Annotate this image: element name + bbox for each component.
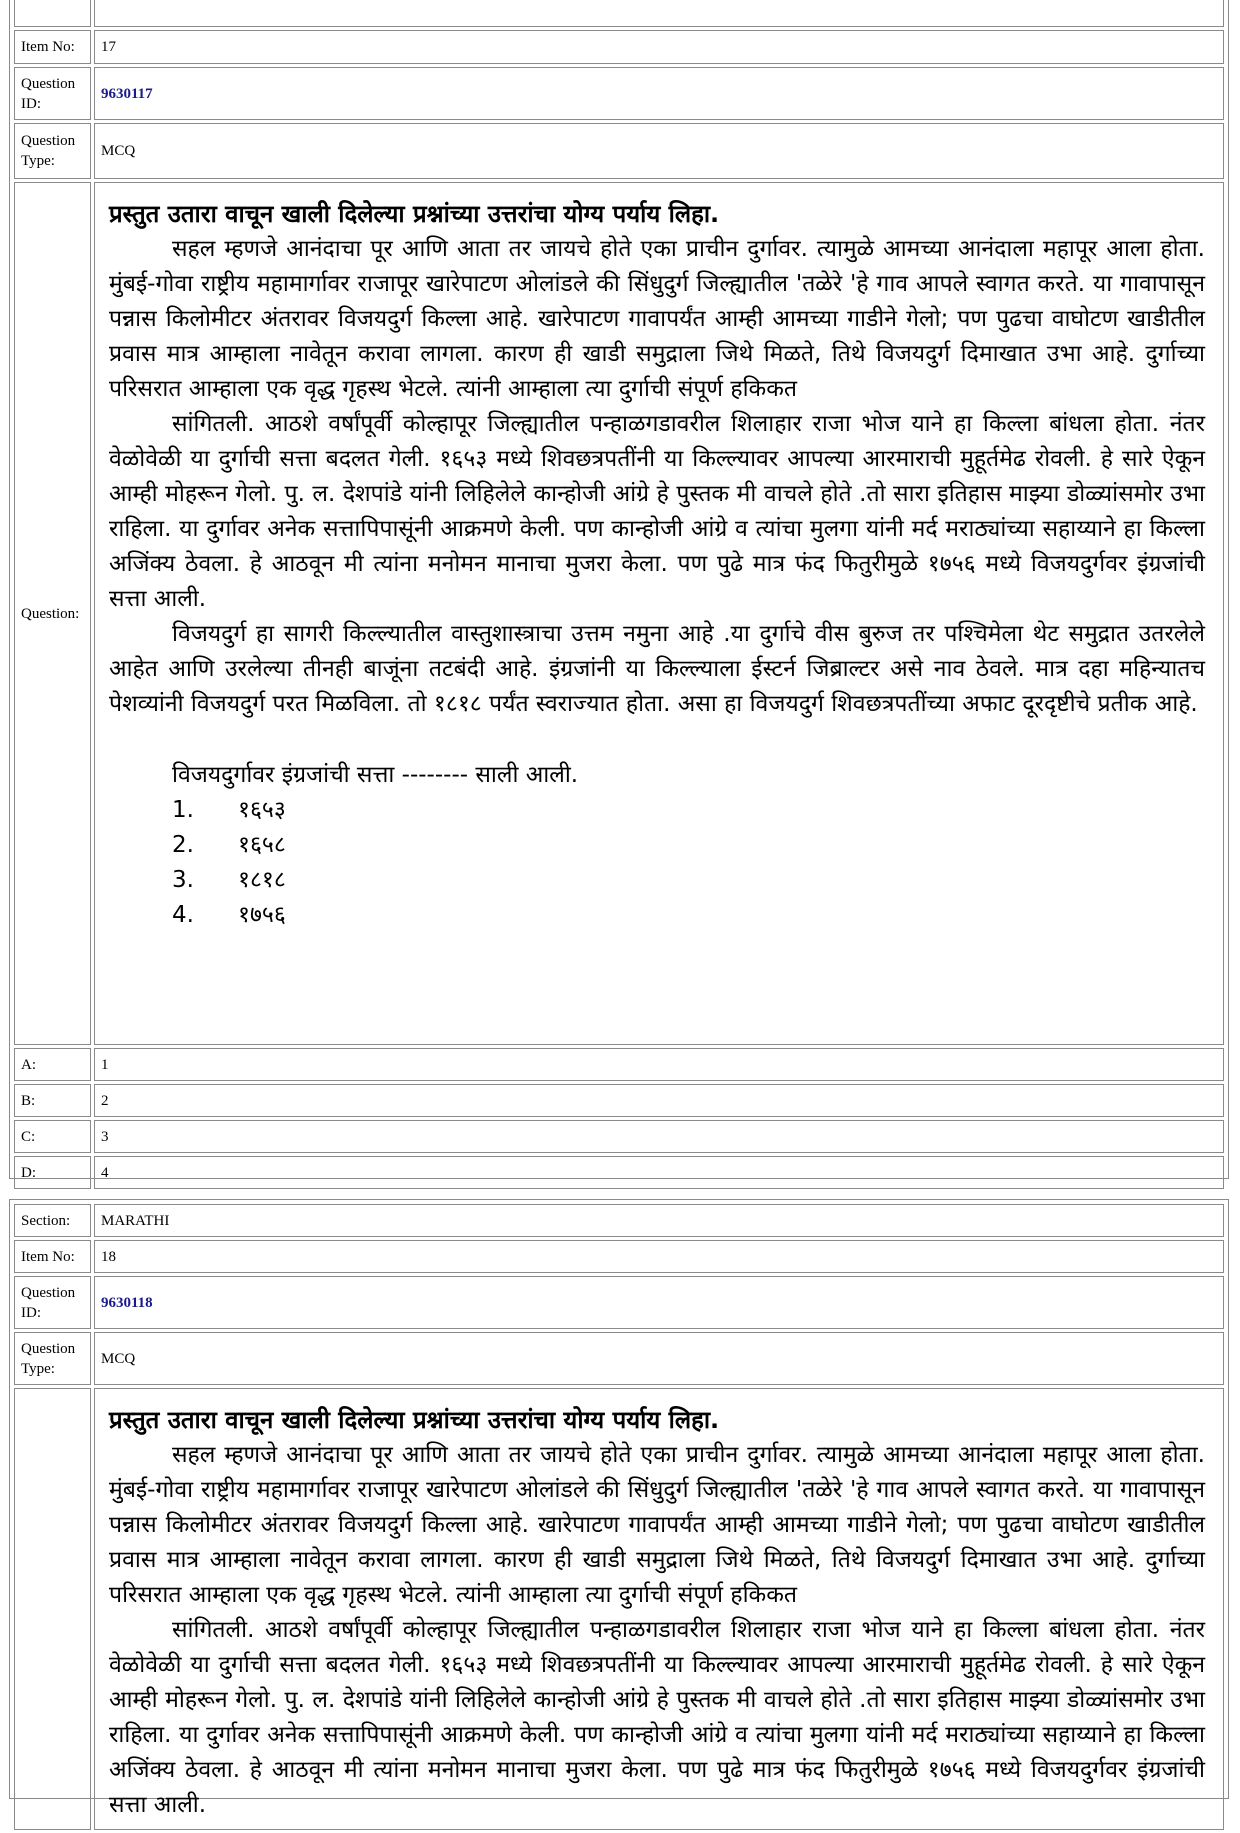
question-id-value: 9630117 — [94, 67, 1224, 120]
question-content — [94, 182, 1224, 1045]
question-label: Question: — [14, 182, 91, 1045]
item-no-value: 17 — [94, 30, 1224, 64]
question-label — [14, 1388, 91, 1830]
question-id-label: Question ID: — [14, 67, 91, 120]
question-type-value: MCQ — [94, 123, 1224, 179]
option-number: 3. — [172, 867, 194, 893]
question-block-17 — [9, 0, 1229, 1179]
item-no-label: Item No: — [14, 30, 91, 64]
passage-paragraph-2: सांगितली. आठशे वर्षांपूर्वी कोल्हापूर जिल्ह्यातील पन्हाळगडावरील शिलाहार राजा भोज याने हा किल्ला बांधला होता. नंतर वेळोवेळी या दुर्गाची सत्ता बदलत गेली. १६५३ मध्ये शिवछत्रपतींनी या किल्ल्यावर आपल्या आरमाराची मुहूर्तमेढ रोवली. हे सारे ऐकून आम्ही मोहरून गेलो. पु. ल. देशपांडे यांनी लिहिलेले कान्होजी आंग्रे हे पुस्तक मी वाचले होते .तो सारा इतिहास माझ्या डोळ्यांसमोर उभा राहिला. या दुर्गावर अनेक सत्तापिपासूंनी आक्रमणे केली. पण कान्होजी आंग्रे व त्यांचा मुलगा यांनी मर्द मराठ्यांच्या सहाय्याने हा किल्ला अजिंक्य ठेवला. हे आठवून मी त्यांना मनोमन मानाचा मुजरा केला. पण पुढे मात्र फंद फितुरीमुळे १७५६ मध्ये विजयदुर्गवर इंग्रजांची सत्ता आली. — [109, 411, 1205, 612]
question-table-17 — [11, 0, 1227, 1192]
question-type-label: Question Type: — [14, 1332, 91, 1385]
instruction-text: प्रस्तुत उतारा वाचून खाली दिलेल्या प्रश्नांच्या उत्तरांचा योग्य पर्याय लिहा. — [109, 200, 720, 228]
option-4 — [172, 898, 1205, 933]
option-3 — [172, 863, 1205, 898]
option-text: १७५६ — [238, 902, 286, 928]
answer-b-label: B: — [14, 1084, 91, 1117]
answer-a-value: 1 — [94, 1048, 1224, 1081]
option-text: १८१८ — [238, 867, 286, 893]
answer-c-label: C: — [14, 1120, 91, 1153]
item-no-label: Item No: — [14, 1240, 91, 1273]
passage-paragraph-3: विजयदुर्ग हा सागरी किल्ल्यातील वास्तुशास्त्राचा उत्तम नमुना आहे .या दुर्गाचे वीस बुरुज तर पश्चिमेला थेट समुद्रात उतरलेले आहेत आणि उरलेल्या तीनही बाजूंना तटबंदी आहे. इंग्रजांनी या किल्ल्याला ईस्टर्न जिब्राल्टर असे नाव ठेवले. मात्र दहा महिन्यातच पेशव्यांनी विजयदुर्ग परत मिळविला. तो १८१८ पर्यंत स्वराज्यात होता. असा हा विजयदुर्ग शिवछत्रपतींच्या अफाट दूरदृष्टीचे प्रतीक आहे. — [109, 621, 1205, 717]
option-number: 2. — [172, 832, 194, 858]
answer-c-value: 3 — [94, 1120, 1224, 1153]
instruction-text: प्रस्तुत उतारा वाचून खाली दिलेल्या प्रश्नांच्या उत्तरांचा योग्य पर्याय लिहा. — [109, 1406, 720, 1434]
option-text: १६५८ — [238, 832, 286, 858]
option-1 — [172, 793, 1205, 828]
question-id-value: 9630118 — [94, 1276, 1224, 1329]
question-block-18 — [9, 1199, 1229, 1818]
passage-paragraph-2: सांगितली. आठशे वर्षांपूर्वी कोल्हापूर जिल्ह्यातील पन्हाळगडावरील शिलाहार राजा भोज याने हा किल्ला बांधला होता. नंतर वेळोवेळी या दुर्गाची सत्ता बदलत गेली. १६५३ मध्ये शिवछत्रपतींनी या किल्ल्यावर आपल्या आरमाराची मुहूर्तमेढ रोवली. हे सारे ऐकून आम्ही मोहरून गेलो. पु. ल. देशपांडे यांनी लिहिलेले कान्होजी आंग्रे हे पुस्तक मी वाचले होते .तो सारा इतिहास माझ्या डोळ्यांसमोर उभा राहिला. या दुर्गावर अनेक सत्तापिपासूंनी आक्रमणे केली. पण कान्होजी आंग्रे व त्यांचा मुलगा यांनी मर्द मराठ्यांच्या सहाय्याने हा किल्ला अजिंक्य ठेवला. हे आठवून मी त्यांना मनोमन मानाचा मुजरा केला. पण पुढे मात्र फंद फितुरीमुळे १७५६ मध्ये विजयदुर्गवर इंग्रजांची सत्ता आली. — [109, 1617, 1205, 1818]
passage-paragraph-1: सहल म्हणजे आनंदाचा पूर आणि आता तर जायचे होते एका प्राचीन दुर्गावर. त्यामुळे आमच्या आनंदाला महापूर आला होता. मुंबई-गोवा राष्ट्रीय महामार्गावर राजापूर खारेपाटण ओलांडले की सिंधुदुर्ग जिल्ह्यातील 'तळेरे 'हे गाव आपले स्वागत करते. या गावापासून पन्नास किलोमीटर अंतरावर विजयदुर्ग किल्ला आहे. खारेपाटण गावापर्यंत आम्ही आमच्या गाडीने गेलो; पण पुढचा वाघोटण खाडीतील प्रवास मात्र आम्हाला नावेतून करावा लागला. कारण ही खाडी समुद्राला जिथे मिळते, तिथे विजयदुर्ग दिमाखात उभा आहे. दुर्गाच्या परिसरात आम्हाला एक वृद्ध गृहस्थ भेटले. त्यांनी आम्हाला त्या दुर्गाची संपूर्ण हकिकत — [109, 236, 1205, 402]
section-value: MARATHI — [94, 1204, 1224, 1237]
question-content — [94, 1388, 1224, 1830]
answer-d-value: 4 — [94, 1156, 1224, 1189]
answer-a-label: A: — [14, 1048, 91, 1081]
section-label — [14, 0, 91, 27]
passage-paragraph-1: सहल म्हणजे आनंदाचा पूर आणि आता तर जायचे होते एका प्राचीन दुर्गावर. त्यामुळे आमच्या आनंदाला महापूर आला होता. मुंबई-गोवा राष्ट्रीय महामार्गावर राजापूर खारेपाटण ओलांडले की सिंधुदुर्ग जिल्ह्यातील 'तळेरे 'हे गाव आपले स्वागत करते. या गावापासून पन्नास किलोमीटर अंतरावर विजयदुर्ग किल्ला आहे. खारेपाटण गावापर्यंत आम्ही आमच्या गाडीने गेलो; पण पुढचा वाघोटण खाडीतील प्रवास मात्र आम्हाला नावेतून करावा लागला. कारण ही खाडी समुद्राला जिथे मिळते, तिथे विजयदुर्ग दिमाखात उभा आहे. दुर्गाच्या परिसरात आम्हाला एक वृद्ध गृहस्थ भेटले. त्यांनी आम्हाला त्या दुर्गाची संपूर्ण हकिकत — [109, 1442, 1205, 1608]
question-type-value: MCQ — [94, 1332, 1224, 1385]
option-number: 1. — [172, 797, 194, 823]
section-label: Section: — [14, 1204, 91, 1237]
option-2 — [172, 828, 1205, 863]
answer-d-label: D: — [14, 1156, 91, 1189]
question-id-label: Question ID: — [14, 1276, 91, 1329]
options-list — [109, 793, 1205, 933]
answer-b-value: 2 — [94, 1084, 1224, 1117]
option-number: 4. — [172, 902, 194, 928]
item-no-value: 18 — [94, 1240, 1224, 1273]
question-type-label: Question Type: — [14, 123, 91, 179]
question-stem: विजयदुर्गावर इंग्रजांची सत्ता -------- साली आली. — [172, 762, 579, 788]
question-table-18 — [11, 1201, 1227, 1833]
option-text: १६५३ — [238, 797, 286, 823]
section-value — [94, 0, 1224, 27]
